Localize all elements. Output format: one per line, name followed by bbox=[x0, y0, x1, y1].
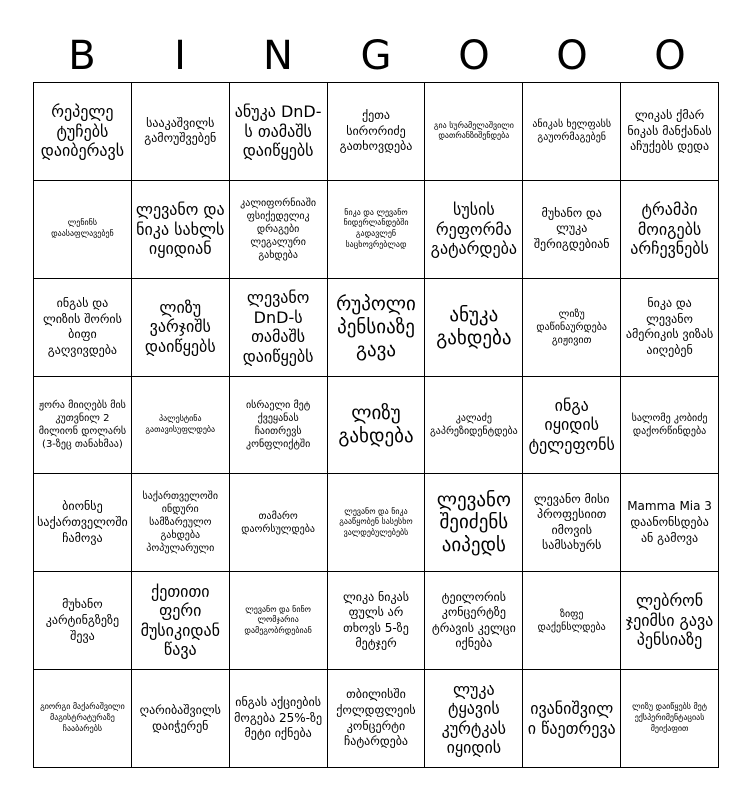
bingo-cell[interactable]: ლევანო და ნიკა გააწყობენ სასესხო ვალდებულებებს bbox=[328, 474, 426, 572]
bingo-cell[interactable]: ლიზუ დაიწყებს მეტ ექსპერიმენტაციას მეიქაფით bbox=[621, 670, 719, 768]
bingo-cell[interactable]: ლიკას ქმარ ნიკას მანქანას აჩუქებს დედა bbox=[621, 83, 719, 181]
bingo-cell[interactable]: სააკაშვილს გამოუშვებენ bbox=[132, 83, 230, 181]
bingo-cell[interactable]: ანიკას ხელფასს გაუორმაგებენ bbox=[523, 83, 621, 181]
bingo-cell[interactable]: რუპოლი პენსიაზე გავა bbox=[328, 279, 426, 377]
bingo-cell[interactable]: მუხანო და ლუკა შერიგდებიან bbox=[523, 181, 621, 279]
bingo-cell[interactable]: ინგას და ლიზის შორის ბიფი გაღვივდება bbox=[34, 279, 132, 377]
header-letter-o-3: O bbox=[654, 33, 686, 79]
bingo-cell[interactable]: ნიკა და ლევანო ამერიკის ვიზას აიღებენ bbox=[621, 279, 719, 377]
bingo-cell[interactable]: კალაძე გაპრეზიდენტდება bbox=[425, 377, 523, 475]
bingo-cell[interactable]: ლიზუ გახდება bbox=[328, 377, 426, 475]
bingo-cell[interactable]: რეპელე ტუჩებს დაიბერავს bbox=[34, 83, 132, 181]
bingo-cell[interactable]: ლევანო და ნინო ლომჯარია დამეგობრდებიან bbox=[230, 572, 328, 670]
bingo-cell[interactable]: ლიზუ დაწინაურდება გიჟივით bbox=[523, 279, 621, 377]
bingo-cell[interactable]: თბილისში ქოლდფლეის კონცერტი ჩატარდება bbox=[328, 670, 426, 768]
bingo-cell[interactable]: ლიკა ნიკას ფულს არ თხოვს 5-ზე მეტჯერ bbox=[328, 572, 426, 670]
bingo-cell[interactable]: გია სურამელაშვილი დათრანზიშენდება bbox=[425, 83, 523, 181]
bingo-cell[interactable]: თამარო დაორსულდება bbox=[230, 474, 328, 572]
bingo-cell[interactable]: ნიკა და ლევანო ნიდერლანდებში გადავლენ საცხოვრებლად bbox=[328, 181, 426, 279]
bingo-cell[interactable]: ანუკა გახდება bbox=[425, 279, 523, 377]
bingo-cell[interactable]: ლუკა ტყავის კურტკას იყიდის bbox=[425, 670, 523, 768]
header-letter-o-2: O bbox=[556, 33, 588, 79]
header-letter-b: B bbox=[68, 33, 96, 79]
bingo-cell[interactable]: ლევანო და ნიკა სახლს იყიდიან bbox=[132, 181, 230, 279]
bingo-cell[interactable]: ღარიბაშვილს დაიჭერენ bbox=[132, 670, 230, 768]
bingo-cell[interactable]: ინგას აქციების მოგება 25%-ზე მეტი იქნება bbox=[230, 670, 328, 768]
bingo-cell[interactable]: ქეთა სირორიძე გათხოვდება bbox=[328, 83, 426, 181]
bingo-cell[interactable]: ტეილორის კონცერტზე ტრავის კელცი იქნება bbox=[425, 572, 523, 670]
bingo-cell[interactable]: ივანიშვილი წაეთრევა bbox=[523, 670, 621, 768]
bingo-cell[interactable]: სუსის რეფორმა გატარდება bbox=[425, 181, 523, 279]
bingo-cell[interactable]: მუხანო კარტინგზეზე შევა bbox=[34, 572, 132, 670]
header-letter-i: I bbox=[174, 33, 186, 79]
bingo-cell[interactable]: ჟორა მიიღებს მის კუთვნილ 2 მილიონ დოლარს (3-ზეც თანახმაა) bbox=[34, 377, 132, 475]
bingo-cell[interactable]: ლევანო შეიძენს აიპედს bbox=[425, 474, 523, 572]
bingo-cell[interactable]: ზიფე დაქენსლდება bbox=[523, 572, 621, 670]
bingo-cell[interactable]: ლევანო DnD-ს თამაშს დაიწყებს bbox=[230, 279, 328, 377]
header-letter-n: N bbox=[263, 33, 293, 79]
bingo-cell[interactable]: ისრაელი მეტ ქვეყანას ჩაითრევს კონფლიქტში bbox=[230, 377, 328, 475]
bingo-cell[interactable]: ინგა იყიდის ტელეფონს bbox=[523, 377, 621, 475]
bingo-cell[interactable]: პალესტინა გათავისუფლდება bbox=[132, 377, 230, 475]
header-letter-g: G bbox=[360, 33, 392, 79]
bingo-cell[interactable]: ტრამპი მოიგებს არჩევნებს bbox=[621, 181, 719, 279]
bingo-cell[interactable]: გიორგი მაქარაშვილი მაგისტრატურაზე ჩააბარებს bbox=[34, 670, 132, 768]
bingo-cell[interactable]: საქართველოში ინდური სამზარეულო გახდება პოპულარული bbox=[132, 474, 230, 572]
bingo-cell[interactable]: ლიზუ ვარჯიშს დაიწყებს bbox=[132, 279, 230, 377]
bingo-cell[interactable]: ლევანო მისი პროფესიით იმოვის სამსახურს bbox=[523, 474, 621, 572]
bingo-cell[interactable]: ქეთითი ფერი მუსიკიდან წავა bbox=[132, 572, 230, 670]
header-letter-o-1: O bbox=[458, 33, 490, 79]
bingo-header bbox=[33, 28, 719, 84]
bingo-cell[interactable]: კალიფორნიაში ფსიქედელიკ დრაგები ლეგალური გახდება bbox=[230, 181, 328, 279]
bingo-cell[interactable]: Mamma Mia 3 დაანონსდება ან გამოვა bbox=[621, 474, 719, 572]
bingo-cell[interactable]: ლებრონ ჯეიმსი გავა პენსიაზე bbox=[621, 572, 719, 670]
bingo-cell[interactable]: ანუკა DnD-ს თამაშს დაიწყებს bbox=[230, 83, 328, 181]
bingo-cell[interactable]: ბიონსე საქართველოში ჩამოვა bbox=[34, 474, 132, 572]
bingo-cell[interactable]: სალომე კობიძე დაქორწინდება bbox=[621, 377, 719, 475]
bingo-cell[interactable]: ლენინს დაასაფლავებენ bbox=[34, 181, 132, 279]
bingo-grid bbox=[33, 82, 719, 768]
